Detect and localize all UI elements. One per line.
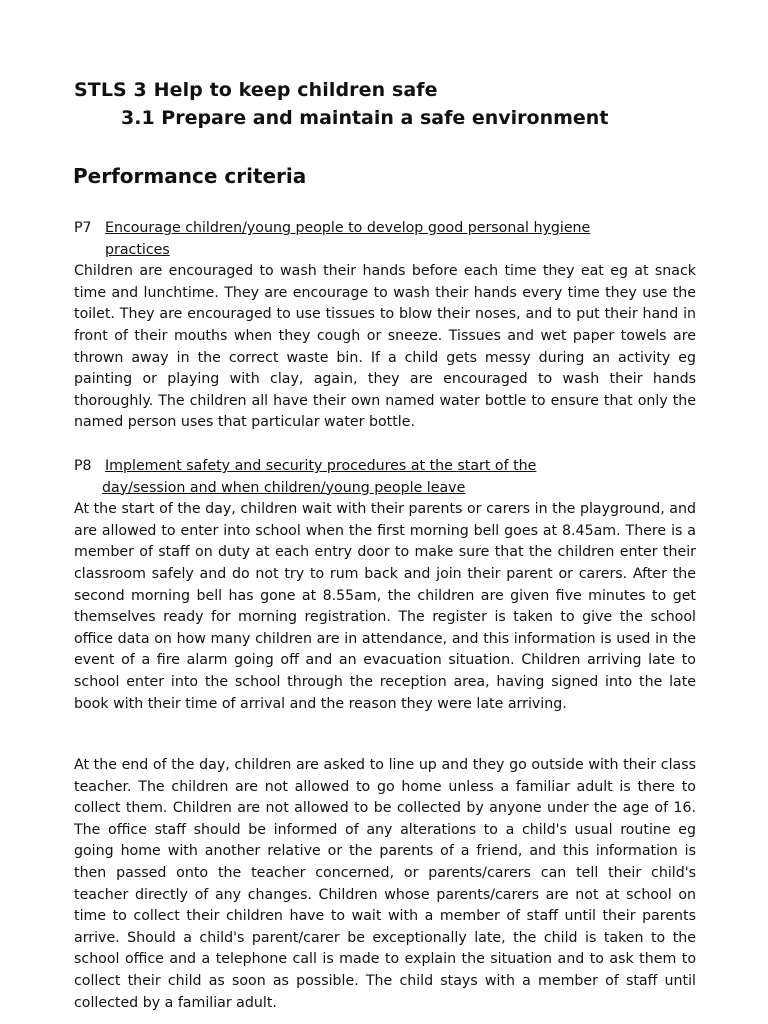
document-subtitle: 3.1 Prepare and maintain a safe environment xyxy=(121,107,609,129)
body-paragraph: At the end of the day, children are asked to line up and they go outside with their class teacher. The children are not allowed to go home unless a familiar adult is there to collect them. Children are not allowed to be collected by anyone under the age of 16. The office staff should be informed of any alterations to a child's usual routine eg going home with another relative or the parents of a friend, and this information is then passed onto the teacher concerned, or parents/carers can tell their child's teacher directly of any changes. Children whose parents/carers are not at school on time to collect their children have to wait with a member of staff until their parents arrive. Should a child's parent/carer be exceptionally late, the child is taken to the school office and a telephone call is made to explain the situation and to ask them to collect their child as soon as possible. The child stays with a member of staff until collected by a familiar adult. xyxy=(74,757,696,1011)
document-title: STLS 3 Help to keep children safe xyxy=(74,79,438,101)
criterion-heading-continued xyxy=(74,478,696,500)
criterion-code: P8 xyxy=(74,458,92,474)
criterion-p8-continued xyxy=(74,755,696,1014)
criterion-heading-continued xyxy=(74,240,696,262)
criterion-heading-line: Encourage children/young people to develop good personal hygiene xyxy=(105,220,591,236)
body-paragraph: At the start of the day, children wait with their parents or carers in the playground, and are allowed to enter into school when the first morning bell goes at 8.45am. There is a member of staff on duty at each entry door to make sure that the children enter their classroom safely and do not try to rum back and join their parent or carers. After the second morning bell has gone at 8.55am, the children are given five minutes to get themselves ready for morning registration. The register is taken to give the school office data on how many children are in attendance, and this information is used in the event of a fire alarm going off and an evacuation situation. Children arriving late to school enter into the school through the reception area, having signed into the late book with their time of arrival and the reason they were late arriving. xyxy=(74,501,696,712)
criterion-heading xyxy=(74,456,696,478)
criterion-heading-line: practices xyxy=(105,241,170,258)
body-paragraph: Children are encouraged to wash their hands before each time they eat eg at snack time and lunchtime. They are encourage to wash their hands every time they use the toilet. They are encouraged to use tissues to blow their noses, and to put their hand in front of their mouths when they cough or sneeze. Tissues and wet paper towels are thrown away in the correct waste bin. If a child gets messy during an activity eg painting or playing with clay, again, they are encouraged to wash their hands thoroughly. The children all have their own named water bottle to ensure that only the named person uses that particular water bottle. xyxy=(74,263,696,431)
criterion-p8 xyxy=(74,456,696,715)
criterion-heading-line: day/session and when children/young people leave xyxy=(102,479,466,496)
criterion-code: P7 xyxy=(74,220,92,236)
section-heading: Performance criteria xyxy=(73,164,307,188)
criterion-p7 xyxy=(74,218,696,434)
criterion-heading-line: Implement safety and security procedures at the start of the xyxy=(105,458,537,474)
criterion-heading xyxy=(74,218,696,240)
